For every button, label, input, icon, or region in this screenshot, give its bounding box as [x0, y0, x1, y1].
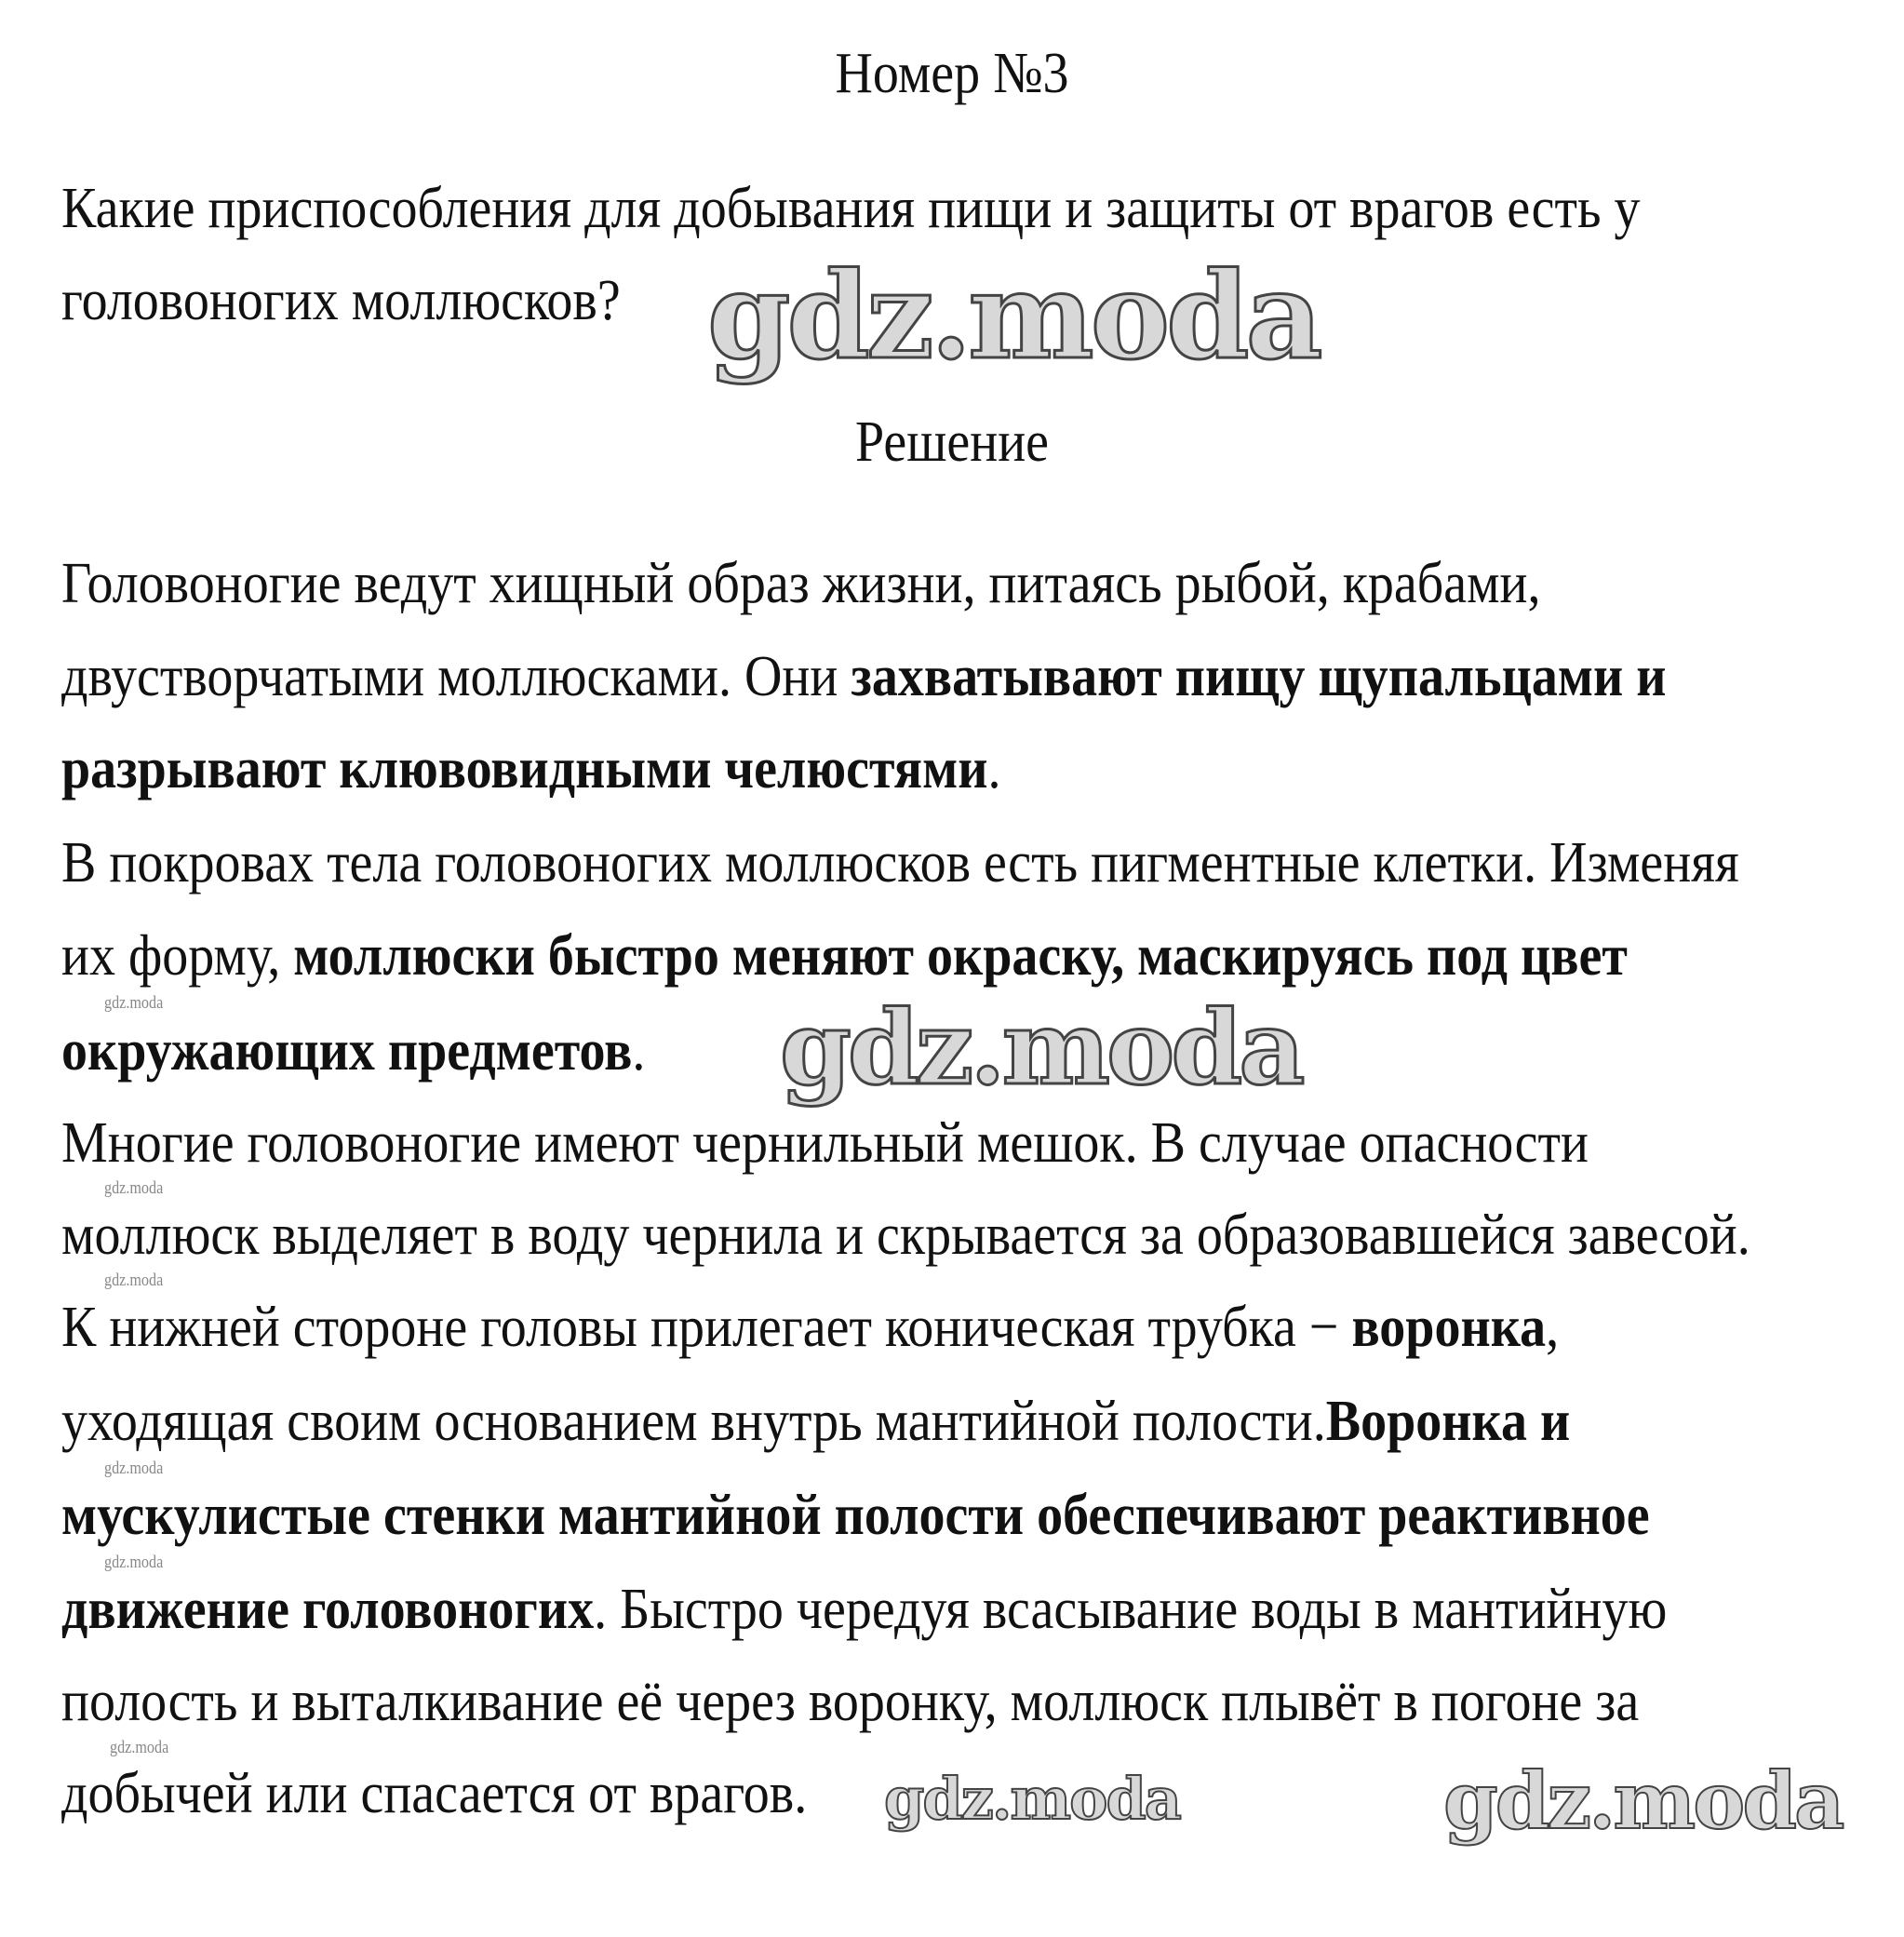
- bold-text: Воронка и: [1325, 1389, 1571, 1454]
- page-title: Номер №3: [835, 41, 1069, 106]
- watermark-logo: gdz.moda: [707, 247, 1320, 386]
- bold-text: мускулистые стенки мантийной полости обеспечивают реактивное: [61, 1483, 1650, 1548]
- solution-heading: Решение: [854, 410, 1050, 475]
- answer-line: [61, 550, 1541, 617]
- text-segment: .: [632, 1018, 646, 1083]
- text-segment: ,: [1546, 1295, 1560, 1360]
- bold-text: моллюски быстро меняют окраску, маскируясь под цвет: [293, 923, 1628, 989]
- text-segment: .: [987, 736, 1001, 801]
- text-segment: добычей или спасается от врагов.: [61, 1761, 808, 1826]
- answer-line: [61, 829, 1739, 896]
- watermark-small: gdz.moda: [110, 1738, 169, 1757]
- watermark-small: gdz.moda: [104, 1271, 164, 1290]
- watermark-logo: gdz.moda: [884, 1765, 1180, 1833]
- answer-line: [61, 922, 1628, 989]
- bold-text: движение головоногих: [61, 1577, 595, 1642]
- answer-line: [61, 1668, 1639, 1735]
- answer-line: [61, 1017, 645, 1084]
- bold-text: разрывают клювовидными челюстями: [61, 736, 988, 801]
- watermark-small: gdz.moda: [104, 993, 164, 1013]
- text-segment: уходящая своим основанием внутрь мантийной полости.: [61, 1389, 1326, 1454]
- answer-line: [61, 1110, 1589, 1177]
- text-segment: К нижней стороне головы прилегает коническая трубка −: [61, 1295, 1352, 1360]
- answer-line: [61, 1760, 807, 1827]
- text-segment: полость и выталкивание её через воронку, моллюск плывёт в погоне за: [61, 1669, 1640, 1734]
- text-segment: . Быстро чередуя всасывание воды в мантийную: [594, 1577, 1668, 1642]
- answer-line: [61, 1294, 1559, 1361]
- watermark-logo: gdz.moda: [780, 988, 1302, 1108]
- answer-line: [61, 735, 1000, 802]
- text-segment: В покровах тела головоногих моллюсков есть пигментные клетки. Изменяя: [61, 830, 1739, 895]
- answer-line: [61, 1482, 1650, 1549]
- watermark-small: gdz.moda: [104, 1553, 164, 1572]
- answer-line: [61, 1576, 1667, 1643]
- bold-text: воронка: [1351, 1295, 1547, 1360]
- answer-line: [61, 1202, 1750, 1269]
- question-line: головоногих моллюсков?: [61, 268, 621, 333]
- question-line: Какие приспособления для добывания пищи и защиты от врагов есть у: [61, 176, 1641, 241]
- answer-line: [61, 1388, 1570, 1455]
- text-segment: Многие головоногие имеют чернильный мешок. В случае опасности: [61, 1110, 1589, 1176]
- text-segment: моллюск выделяет в воду чернила и скрывается за образовавшейся завесой.: [61, 1203, 1750, 1268]
- watermark-logo: gdz.moda: [1443, 1755, 1843, 1847]
- bold-text: захватывают пищу щупальцами и: [851, 644, 1667, 709]
- text-segment: Головоногие ведут хищный образ жизни, питаясь рыбой, крабами,: [61, 551, 1541, 616]
- answer-line: [61, 643, 1667, 710]
- text-segment: двустворчатыми моллюсками. Они: [61, 644, 851, 709]
- watermark-small: gdz.moda: [104, 1178, 164, 1198]
- watermark-small: gdz.moda: [104, 1459, 164, 1478]
- text-segment: их форму,: [61, 923, 294, 989]
- bold-text: окружающих предметов: [61, 1018, 633, 1083]
